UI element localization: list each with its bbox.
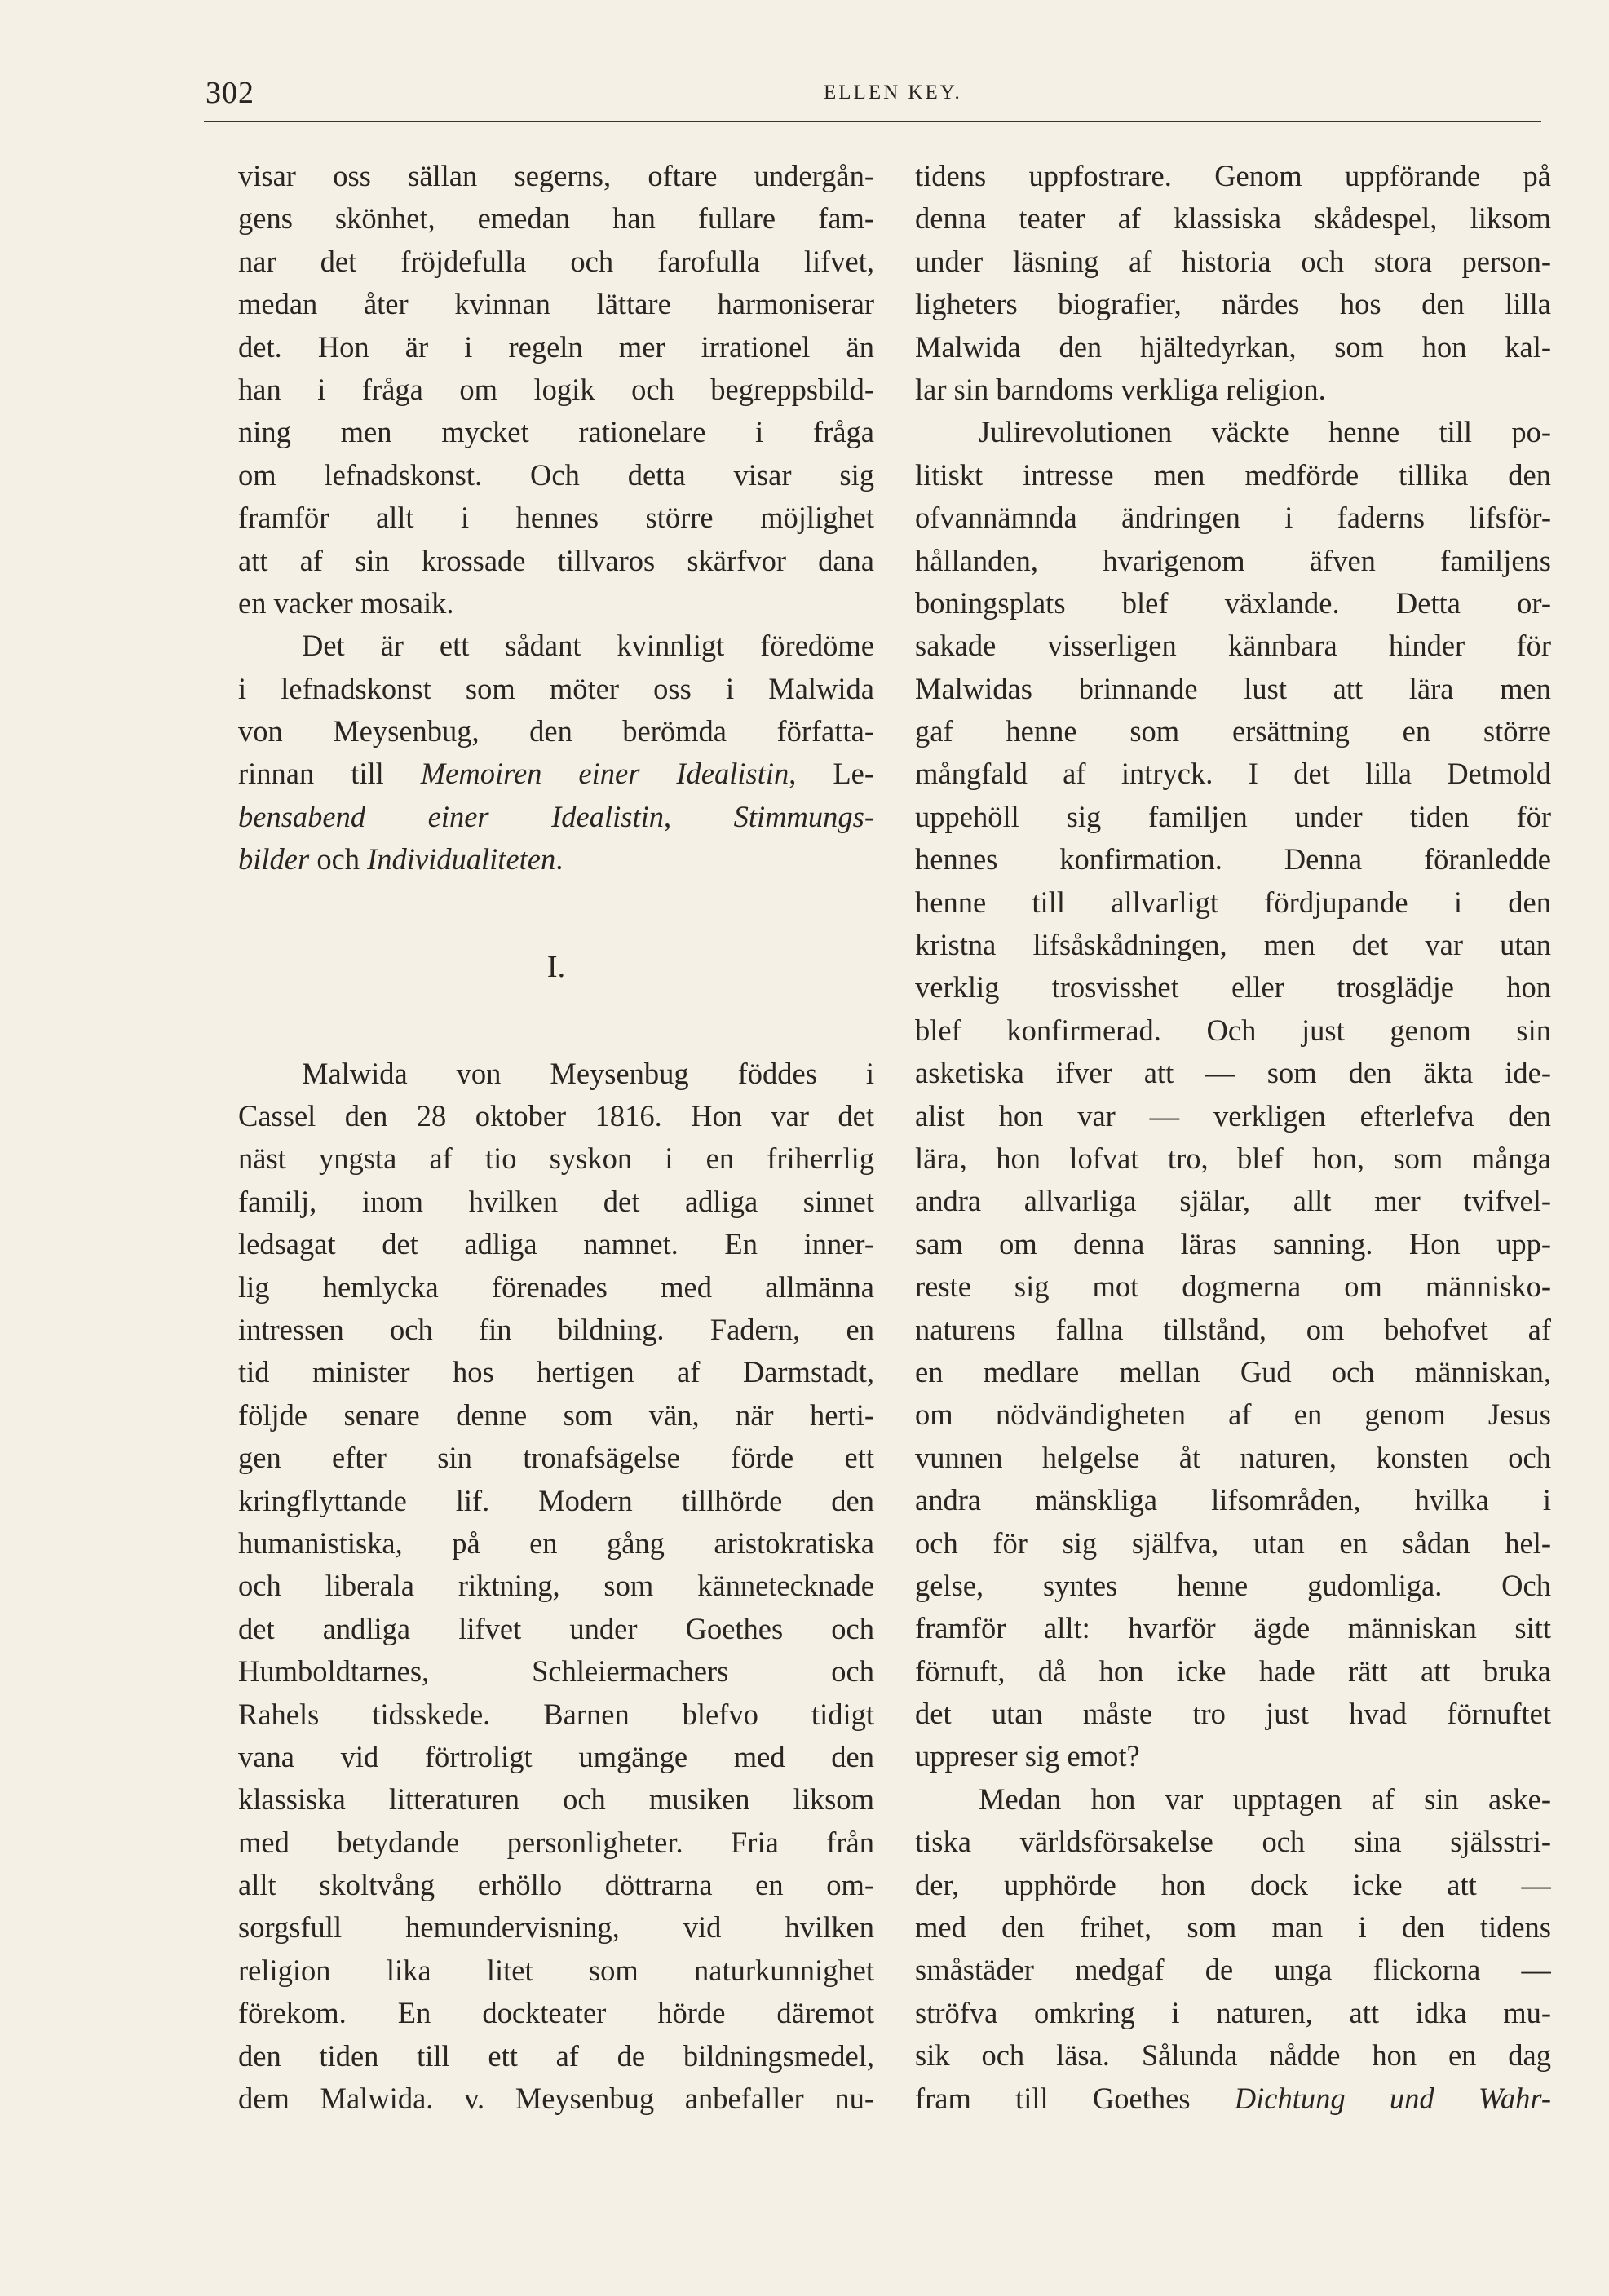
text-line: medan åter kvinnan lättare harmoniserar (238, 287, 874, 321)
text-line: blef konfirmerad. Och just genom sin (915, 1013, 1551, 1047)
text-line: tid minister hos hertigen af Darmstadt, (238, 1355, 874, 1389)
text-line: förnuft, då hon icke hade rätt att bruka (915, 1654, 1551, 1688)
text-line: ledsagat det adliga namnet. En inner- (238, 1227, 874, 1261)
paragraph (238, 155, 874, 625)
text-line: Humboldtarnes, Schleiermachers och (238, 1654, 874, 1689)
text-line: naturens fallna tillstånd, om behofvet af (915, 1312, 1551, 1346)
text-line (915, 2077, 1551, 2120)
text-line: småstäder medgaf de unga flickorna — (915, 1953, 1551, 1987)
running-head: ELLEN KEY. (824, 82, 962, 104)
text-fragment: . (555, 842, 564, 876)
text-line: klassiska litteraturen och musiken liksom (238, 1782, 874, 1817)
book-title: bensabend (238, 799, 366, 833)
text-line: hållanden, hvarigenom äfven familjens (915, 543, 1551, 577)
text-line: ligheters biografier, närdes hos den lilla (915, 287, 1551, 321)
text-line: framför allt i hennes större möjlighet (238, 501, 874, 535)
text-line: Cassel den 28 oktober 1816. Hon var det (238, 1099, 874, 1133)
text-line (238, 838, 874, 881)
text-line: andra allvarliga själar, allt mer tvifvel- (915, 1184, 1551, 1218)
text-line: sakade visserligen kännbara hinder för (915, 629, 1551, 663)
text-line: näst yngsta af tio syskon i en friherrlig (238, 1141, 874, 1176)
text-fragment: , (664, 799, 734, 833)
text-line: dem Malwida. v. Meysenbug anbefaller nu- (238, 2082, 874, 2116)
text-line: kristna lifsåskådningen, men det var utan (915, 928, 1551, 962)
text-line: alist hon var — verkligen efterlefva den (915, 1098, 1551, 1133)
text-line: uppreser sig emot? (915, 1739, 1140, 1773)
text-line: Det är ett sådant kvinnligt föredöme (302, 629, 874, 663)
text-line: om nödvändigheten af en genom Jesus (915, 1397, 1551, 1432)
text-line: han i fråga om logik och begreppsbild- (238, 372, 874, 406)
text-line: under läsning af historia och stora person- (915, 244, 1551, 278)
text-line: vunnen helgelse åt naturen, konsten och (915, 1440, 1551, 1474)
text-line: hennes konfirmation. Denna föranledde (915, 842, 1551, 876)
text-fragment: rinnan till (238, 757, 421, 791)
text-line: humanistiska, på en gång aristokratiska (238, 1526, 874, 1560)
text-line: den tiden till ett af de bildningsmedel, (238, 2038, 874, 2073)
text-line: verklig trosvisshet eller trosglädje hon (915, 970, 1551, 1004)
text-line: det utan måste tro just hvad förnuftet (915, 1697, 1551, 1731)
paragraph (238, 625, 874, 881)
text-line: ofvannämnda ändringen i faderns lifsför- (915, 501, 1551, 535)
book-title: Memoiren einer Idealistin (420, 757, 789, 791)
header-rule (204, 121, 1541, 122)
text-line (238, 796, 874, 838)
text-line: Julirevolutionen väckte henne till po- (979, 415, 1551, 449)
right-column (915, 155, 1551, 2120)
text-line: ning men mycket rationelare i fråga (238, 415, 874, 449)
text-line: det. Hon är i regeln mer irrationel än (238, 329, 874, 364)
text-line: Malwida von Meysenbug föddes i (302, 1056, 874, 1090)
text-line: uppehöll sig familjen under tiden för (915, 799, 1551, 833)
book-title: bilder (238, 842, 310, 876)
left-column (238, 155, 874, 2120)
text-line: sorgsfull hemundervisning, vid hvilken (238, 1910, 874, 1945)
text-line: ströfva omkring i naturen, att idka mu- (915, 1995, 1551, 2029)
text-line: lära, hon lofvat tro, blef hon, som många (915, 1141, 1551, 1175)
text-line: följde senare denne som vän, när herti- (238, 1397, 874, 1432)
book-title: Dichtung und Wahr- (1234, 2081, 1551, 2115)
text-line: andra mänskliga lifsområden, hvilka i (915, 1483, 1551, 1517)
text-line: en vacker mosaik. (238, 585, 454, 620)
text-line: allt skoltvång erhöllo döttrarna en om- (238, 1868, 874, 1902)
text-line: boningsplats blef växlande. Detta or- (915, 585, 1551, 620)
text-line: mångfald af intryck. I det lilla Detmold (915, 757, 1551, 791)
text-line: Medan hon var upptagen af sin aske- (979, 1782, 1551, 1816)
book-title: Idealistin (551, 799, 665, 833)
text-line (238, 753, 874, 795)
text-line: tiska världsförsakelse och sina själsstri- (915, 1825, 1551, 1859)
page-number: 302 (206, 76, 254, 110)
book-title: Individualiteten (367, 842, 556, 876)
book-title: Stimmungs- (733, 799, 874, 833)
text-line: och för sig själfva, utan en sådan hel- (915, 1526, 1551, 1560)
text-line: och liberala riktning, som kännetecknade (238, 1569, 874, 1603)
text-line: om lefnadskonst. Och detta visar sig (238, 457, 874, 492)
text-line: Malwidas brinnande lust att lära men (915, 671, 1551, 705)
text-line: henne till allvarligt fördjupande i den (915, 885, 1551, 919)
text-line: en medlare mellan Gud och människan, (915, 1354, 1551, 1389)
text-line: Malwida den hjältedyrkan, som hon kal- (915, 329, 1551, 364)
text-fragment: och (309, 842, 368, 876)
paragraph (915, 411, 1551, 1778)
text-line: vana vid förtroligt umgänge med den (238, 1739, 874, 1773)
text-line: med den frihet, som man i den tidens (915, 1910, 1551, 1945)
text-line: intressen och fin bildning. Fadern, en (238, 1312, 874, 1346)
text-line: lig hemlycka förenades med allmänna (238, 1269, 874, 1304)
text-line: förekom. En dockteater hörde däremot (238, 1996, 874, 2030)
text-line: asketiska ifver att — som den äkta ide- (915, 1056, 1551, 1090)
text-line: gens skönhet, emedan han fullare fam- (238, 201, 874, 236)
text-line: nar det fröjdefulla och farofulla lifvet, (238, 244, 874, 278)
section-heading: I. (546, 949, 566, 984)
text-line: visar oss sällan segerns, oftare undergån- (238, 159, 874, 192)
text-fragment: fram till Goethes (915, 2081, 1235, 2115)
paragraph (238, 1053, 874, 2121)
text-fragment: , Le- (789, 757, 874, 791)
text-line: litiskt intresse men medförde tillika den (915, 457, 1551, 492)
text-line: reste sig mot dogmerna om människo- (915, 1269, 1551, 1304)
text-line: sik och läsa. Sålunda nådde hon en dag (915, 2038, 1551, 2073)
text-line: i lefnadskonst som möter oss i Malwida (238, 671, 874, 705)
text-line: der, upphörde hon dock icke att — (915, 1867, 1551, 1901)
text-line: familj, inom hvilken det adliga sinnet (238, 1184, 874, 1218)
text-line: denna teater af klassiska skådespel, liksom (915, 201, 1551, 236)
text-line: tidens uppfostrare. Genom uppförande på (915, 159, 1551, 192)
text-line: Rahels tidsskede. Barnen blefvo tidigt (238, 1697, 874, 1731)
text-line: det andliga lifvet under Goethes och (238, 1611, 874, 1645)
text-line: gelse, syntes henne gudomliga. Och (915, 1568, 1551, 1602)
text-line: gen efter sin tronafsägelse förde ett (238, 1441, 874, 1475)
text-line: lar sin barndoms verkliga religion. (915, 372, 1326, 406)
text-line: kringflyttande lif. Modern tillhörde den (238, 1483, 874, 1517)
paragraph (915, 1778, 1551, 2120)
text-line: religion lika litet som naturkunnighet (238, 1953, 874, 1987)
paragraph (915, 155, 1551, 411)
book-title: einer (427, 799, 489, 833)
text-line: gaf henne som ersättning en större (915, 714, 1551, 748)
text-line: att af sin krossade tillvaros skärfvor dana (238, 543, 874, 577)
text-line: med betydande personligheter. Fria från (238, 1825, 874, 1859)
text-line: sam om denna läras sanning. Hon upp- (915, 1226, 1551, 1261)
text-line: von Meysenbug, den berömda författa- (238, 714, 874, 748)
text-line: framför allt: hvarför ägde människan sitt (915, 1611, 1551, 1645)
